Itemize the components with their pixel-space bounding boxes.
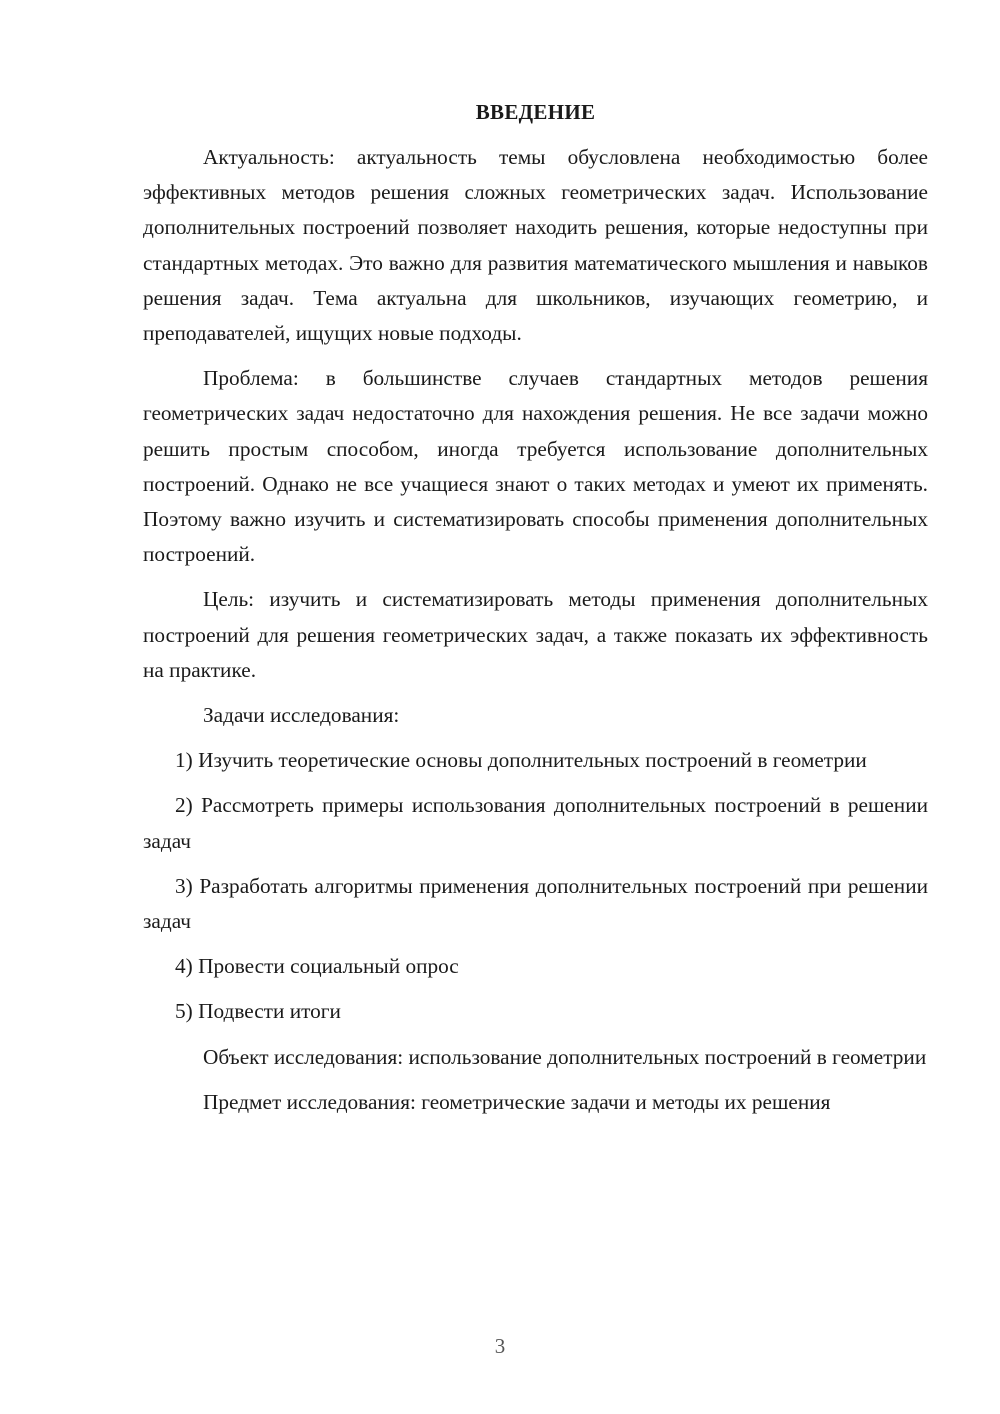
relevance-paragraph: Актуальность: актуальность темы обусловлена необходимостью более эффективных методов решения сложных геометрических задач. Использование дополнительных построений позволяет находить решения, которые недоступны при стандартных методах. Это важно для развития математического мышления и навыков решения задач. Тема актуальна для школьников, изучающих геометрию, и преподавателей, ищущих новые подходы. <box>143 145 928 346</box>
subject-paragraph: Предмет исследования: геометрические задачи и методы их решения <box>203 1089 831 1114</box>
page-number: 3 <box>494 1334 506 1358</box>
goal-paragraph: Цель: изучить и систематизировать методы применения дополнительных построений для решения геометрических задач, а также показать их эффективность на практике. <box>143 587 928 682</box>
object-paragraph: Объект исследования: использование дополнительных построений в геометрии <box>203 1044 927 1069</box>
document-body <box>143 96 928 1130</box>
task-item: 4) Провести социальный опрос <box>175 954 459 979</box>
task-item: 1) Изучить теоретические основы дополнительных построений в геометрии <box>175 748 867 773</box>
problem-paragraph: Проблема: в большинстве случаев стандартных методов решения геометрических задач недостаточно для нахождения решения. Не все задачи можно решить простым способом, иногда требуется использование дополнительных построений. Однако не все учащиеся знают о таких методах и умеют их применять. Поэтому важно изучить и систематизировать способы применения дополнительных построений. <box>143 366 928 567</box>
tasks-heading: Задачи исследования: <box>203 703 400 728</box>
task-item: 5) Подвести итоги <box>175 999 341 1024</box>
task-item: 2) Рассмотреть примеры использования дополнительных построений в решении задач <box>143 793 928 853</box>
task-item: 3) Разработать алгоритмы применения дополнительных построений при решении задач <box>143 873 928 934</box>
page-title: ВВЕДЕНИЕ <box>475 100 596 124</box>
